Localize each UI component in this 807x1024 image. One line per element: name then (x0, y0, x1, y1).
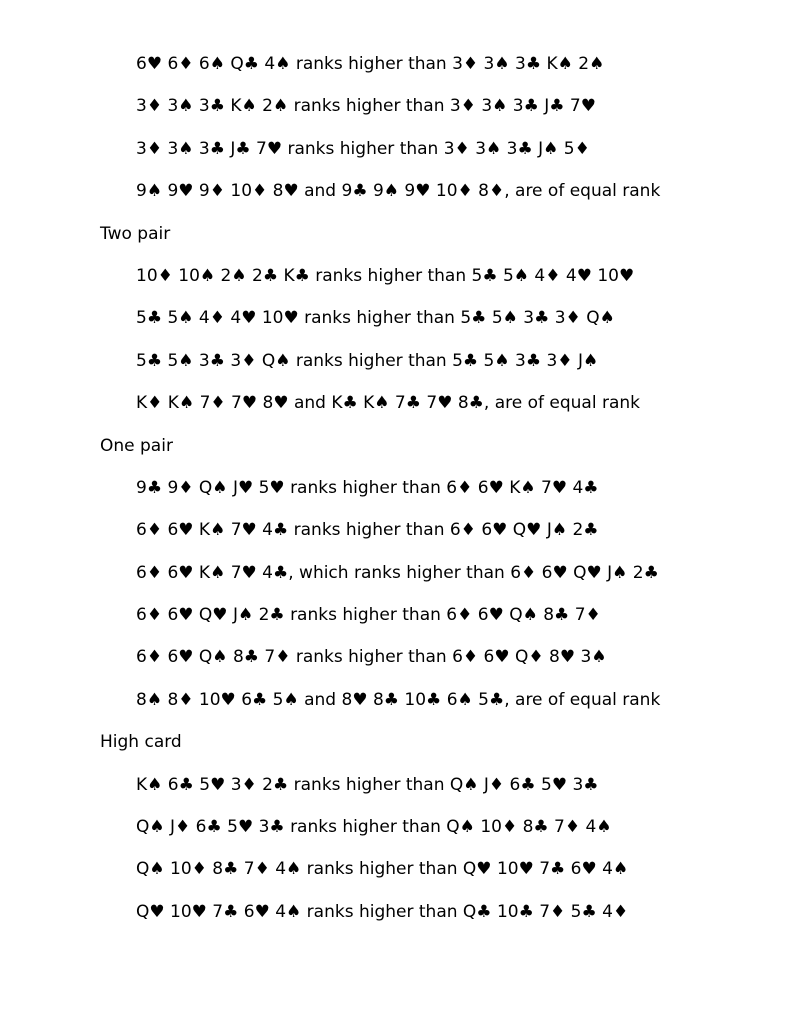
hand-comparison-line: Q♠ J♦ 6♣ 5♥ 3♣ ranks higher than Q♠ 10♦ 8♣ 7♦ 4♠ (136, 817, 612, 838)
hand-comparison-line: 3♦ 3♠ 3♣ K♠ 2♠ ranks higher than 3♦ 3♠ 3♣ J♣ 7♥ (136, 96, 596, 117)
hand-comparison-line: 6♦ 6♥ Q♥ J♠ 2♣ ranks higher than 6♦ 6♥ Q♠ 8♣ 7♦ (136, 605, 601, 626)
section-heading-two-pair: Two pair (100, 223, 171, 244)
hand-comparison-line: 6♦ 6♥ K♠ 7♥ 4♣ ranks higher than 6♦ 6♥ Q♥ J♠ 2♣ (136, 520, 599, 541)
hand-comparison-line: Q♠ 10♦ 8♣ 7♦ 4♠ ranks higher than Q♥ 10♥ 7♣ 6♥ 4♠ (136, 859, 629, 880)
section-heading-high-card: High card (100, 732, 182, 753)
hand-comparison-line: 9♣ 9♦ Q♠ J♥ 5♥ ranks higher than 6♦ 6♥ K♠ 7♥ 4♣ (136, 477, 599, 498)
hand-comparison-line: 3♦ 3♠ 3♣ J♣ 7♥ ranks higher than 3♦ 3♠ 3♣ J♠ 5♦ (136, 138, 590, 159)
hand-comparison-line: 8♠ 8♦ 10♥ 6♣ 5♠ and 8♥ 8♣ 10♣ 6♠ 5♣, are of equal rank (136, 689, 661, 710)
hand-comparison-line: 6♦ 6♥ K♠ 7♥ 4♣, which ranks higher than 6♦ 6♥ Q♥ J♠ 2♣ (136, 562, 659, 583)
hand-comparison-line: 5♣ 5♠ 4♦ 4♥ 10♥ ranks higher than 5♣ 5♠ 3♣ 3♦ Q♠ (136, 308, 615, 329)
hand-comparison-line: 6♥ 6♦ 6♠ Q♣ 4♠ ranks higher than 3♦ 3♠ 3♣ K♠ 2♠ (136, 54, 605, 74)
hand-comparison-line: 6♦ 6♥ Q♠ 8♣ 7♦ ranks higher than 6♦ 6♥ Q♦ 8♥ 3♠ (136, 647, 607, 668)
hand-comparison-line: Q♥ 10♥ 7♣ 6♥ 4♠ ranks higher than Q♣ 10♣ 7♦ 5♣ 4♦ (136, 901, 629, 922)
hand-comparison-line: K♠ 6♣ 5♥ 3♦ 2♣ ranks higher than Q♠ J♦ 6♣ 5♥ 3♣ (136, 774, 599, 795)
hand-comparison-line: 5♣ 5♠ 3♣ 3♦ Q♠ ranks higher than 5♣ 5♠ 3♣ 3♦ J♠ (136, 350, 599, 371)
hand-comparison-line: K♦ K♠ 7♦ 7♥ 8♥ and K♣ K♠ 7♣ 7♥ 8♣, are of equal rank (136, 393, 640, 414)
hand-comparison-line: 9♠ 9♥ 9♦ 10♦ 8♥ and 9♣ 9♠ 9♥ 10♦ 8♦, are of equal rank (136, 181, 661, 202)
section-heading-one-pair: One pair (100, 435, 173, 456)
document-page (0, 43, 807, 933)
hand-comparison-line: 10♦ 10♠ 2♠ 2♣ K♣ ranks higher than 5♣ 5♠ 4♦ 4♥ 10♥ (136, 265, 635, 286)
